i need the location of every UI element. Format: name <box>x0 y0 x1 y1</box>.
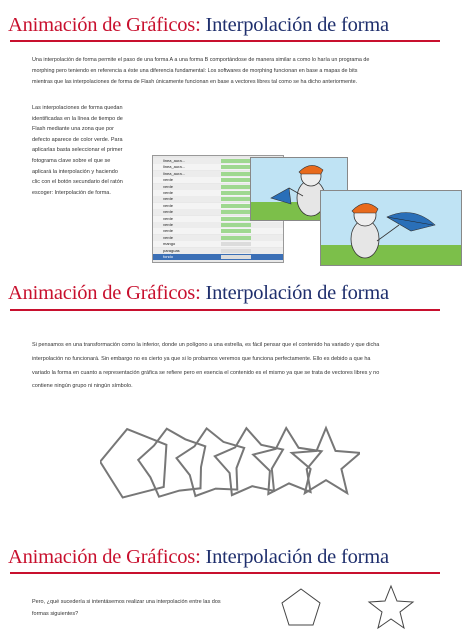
paragraph-line: defecto aparece de color verde. Para <box>32 136 123 143</box>
shape-tween-frames <box>221 229 251 233</box>
slide-title <box>8 546 389 569</box>
shape-tween-frames <box>221 204 251 208</box>
layer-name: verde <box>163 215 174 221</box>
polygon-to-star-morph <box>100 410 360 512</box>
cartoon-frame-2 <box>320 190 462 266</box>
paragraph-line: fotograma clave sobre el que se <box>32 157 111 164</box>
slide-3 <box>0 530 474 632</box>
shape-tween-frames <box>221 165 251 169</box>
timeline-layer-row[interactable] <box>153 228 283 234</box>
paragraph-line: contiene ningún grupo ni ningún símbolo. <box>32 383 133 390</box>
layer-name: verde <box>163 177 174 183</box>
cartoon-illustration <box>321 191 461 265</box>
layer-name: verde <box>163 183 174 189</box>
title-part-2: Interpolación de forma <box>205 14 389 36</box>
paragraph-line: variado la forma en cuanto a representación gráfica se refiere pero en esencia el contenido es el mismo ya que se trata de vectores libres y no <box>32 369 380 376</box>
layer-name: verde <box>163 209 174 215</box>
star-shape <box>366 583 416 631</box>
slide-title <box>8 14 389 37</box>
layer-name: verde <box>163 228 174 234</box>
explanation-paragraph <box>32 339 462 394</box>
layer-name: verde <box>163 196 174 202</box>
shape-tween-frames <box>221 185 251 189</box>
paragraph-line: interpolación no funcionará. Sin embargo no es cierto ya que si lo probamos veremos que funciona perfectamente. Ello es debido a que ha <box>32 355 371 362</box>
shape-tween-frames <box>221 172 251 176</box>
layer-name: linea_aura... <box>163 158 186 163</box>
shape-tween-frames <box>221 197 251 201</box>
paragraph-line: aplicarlas basta seleccionar el primer <box>32 147 123 154</box>
timeline-layer-row[interactable] <box>153 222 283 228</box>
timeline-layer-row[interactable] <box>153 254 283 260</box>
shape-tween-frames <box>221 223 251 227</box>
shape-tween-frames <box>221 249 251 253</box>
paragraph-line: Flash mediante una zona que por <box>32 126 114 133</box>
title-underline <box>10 309 440 311</box>
morph-step-shape <box>292 428 360 493</box>
shape-tween-frames <box>221 191 251 195</box>
shape-tween-frames <box>221 255 251 259</box>
title-part-1: Animación de Gráficos: <box>8 14 201 36</box>
timeline-layer-row[interactable] <box>153 248 283 254</box>
slide-1 <box>0 0 474 270</box>
morph-step-shape <box>100 429 166 497</box>
title-part-1: Animación de Gráficos: <box>8 282 201 304</box>
morph-step-shape <box>253 428 321 494</box>
morph-step-shape <box>177 428 245 496</box>
layer-name: verde <box>163 202 174 208</box>
title-part-2: Interpolación de forma <box>205 546 389 568</box>
shape-tween-frames <box>221 217 251 221</box>
layer-name: fondo <box>163 254 174 259</box>
layer-name: verde <box>163 190 174 195</box>
layer-name: verde <box>163 234 174 240</box>
paragraph-line: aplicará la interpolación y haciendo <box>32 168 118 175</box>
timeline-paragraph <box>32 103 150 198</box>
paragraph-line: morphing pero teniendo en referencia a éste una diferencia fundamental: Los softwares de morphing funcionan en base a mapas de bits <box>32 68 358 74</box>
layer-name: linea_aura... <box>163 164 186 170</box>
layer-name: verde <box>163 222 174 227</box>
shape-tween-frames <box>221 210 251 214</box>
morph-step-shape <box>138 429 205 497</box>
question-paragraph <box>32 596 272 620</box>
layer-name: linea_aura... <box>163 170 186 176</box>
paragraph-line: Pero, ¿qué sucedería si intentásemos realizar una interpolación entre las dos <box>32 599 221 605</box>
title-part-1: Animación de Gráficos: <box>8 546 201 568</box>
shape-tween-frames <box>221 242 251 246</box>
paragraph-line: Una interpolación de forma permite el paso de una forma A a una forma B comportándose de manera similar a como lo haría un programa de <box>32 57 370 63</box>
shape-tween-frames <box>221 236 251 240</box>
title-underline <box>10 572 440 574</box>
layer-name: mango <box>163 241 176 247</box>
paragraph-line: Si pensamos en una transformación como la inferior, donde un polígono a una estrella, es fácil pensar que el contenido ha variado y que dicha <box>32 342 380 348</box>
timeline-layer-row[interactable] <box>153 241 283 247</box>
paragraph-line: formas siguientes? <box>32 611 79 617</box>
shape-tween-frames <box>221 178 251 182</box>
layer-name: paraguas <box>163 247 180 253</box>
paragraph-line: escoger: Interpolación de forma. <box>32 189 111 196</box>
slide-title <box>8 282 389 305</box>
paragraph-line: Las interpolaciones de forma quedan <box>32 105 123 111</box>
title-part-2: Interpolación de forma <box>205 282 389 304</box>
paragraph-line: identificadas en la línea de tiempo de <box>32 115 123 122</box>
title-underline <box>10 40 440 42</box>
intro-paragraph <box>32 55 452 88</box>
paragraph-line: clic con el botón secundario del ratón <box>32 179 123 186</box>
timeline-layer-row[interactable] <box>153 235 283 241</box>
shape-tween-frames <box>221 159 251 163</box>
pentagon-shape <box>278 585 324 629</box>
morph-step-shape <box>215 428 283 495</box>
paragraph-line: mientras que las interpolaciones de forma de Flash únicamente funcionan en base a vectores libres tal como se ha dicho anteriormente. <box>32 79 358 85</box>
slide-2 <box>0 270 474 530</box>
